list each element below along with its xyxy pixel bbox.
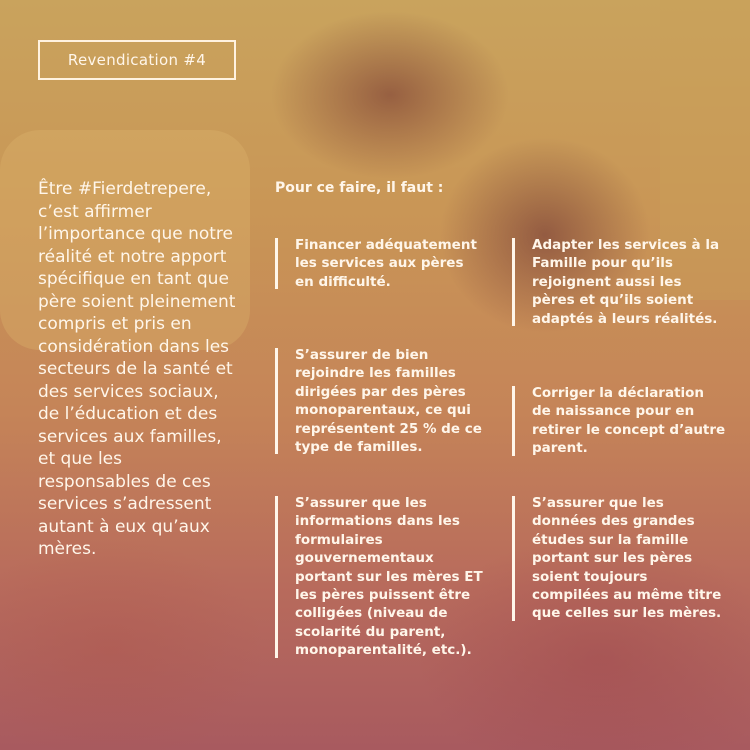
demand-item-2 xyxy=(512,236,727,328)
demand-item-text: S’assurer que les informations dans les formulaires gouvernementaux portant sur les mères ET les pères puissent être colligées (niveau de scolarité du parent, monoparentalité, etc.). xyxy=(295,495,483,659)
demand-item-text: Adapter les services à la Famille pour qu’ils rejoignent aussi les pères et qu’ils soient adaptés à leurs réalités. xyxy=(532,237,720,327)
claim-label xyxy=(38,40,236,80)
lead-text: Pour ce faire, il faut : xyxy=(275,180,444,196)
demand-item-5 xyxy=(275,494,485,660)
demand-item-4 xyxy=(512,384,727,458)
demand-item-text: S’assurer que les données des grandes études sur la famille portant sur les pères soient toujours compilées au même titre que celles sur les mères. xyxy=(532,495,722,622)
item-bar xyxy=(275,238,278,289)
item-bar xyxy=(512,496,515,621)
demand-item-text: S’assurer de bien rejoindre les familles dirigées par des pères monoparentaux, ce qui représentent 25 % de ce type de familles. xyxy=(295,347,482,456)
demand-item-6 xyxy=(512,494,727,623)
item-bar xyxy=(275,348,278,454)
demand-item-text: Corriger la déclaration de naissance pour en retirer le concept d’autre parent. xyxy=(532,385,726,457)
claim-label-text: Revendication #4 xyxy=(67,51,207,69)
demand-item-3 xyxy=(275,346,485,456)
item-bar xyxy=(275,496,278,658)
intro-text: Être #Fierdetrepere, c’est affirmer l’importance que notre réalité et notre apport spécifique en tant que père soient pleinement compris et pris en considération dans les secteurs de la santé et des services sociaux, de l’éducation et des services aux familles, et que les responsables de ces services s’adressent autant à eux qu’aux mères. xyxy=(38,179,236,559)
item-bar xyxy=(512,238,515,326)
item-bar xyxy=(512,386,515,456)
demand-item-text: Financer adéquatement les services aux pères en difficulté. xyxy=(295,237,477,290)
demand-item-1 xyxy=(275,236,485,291)
